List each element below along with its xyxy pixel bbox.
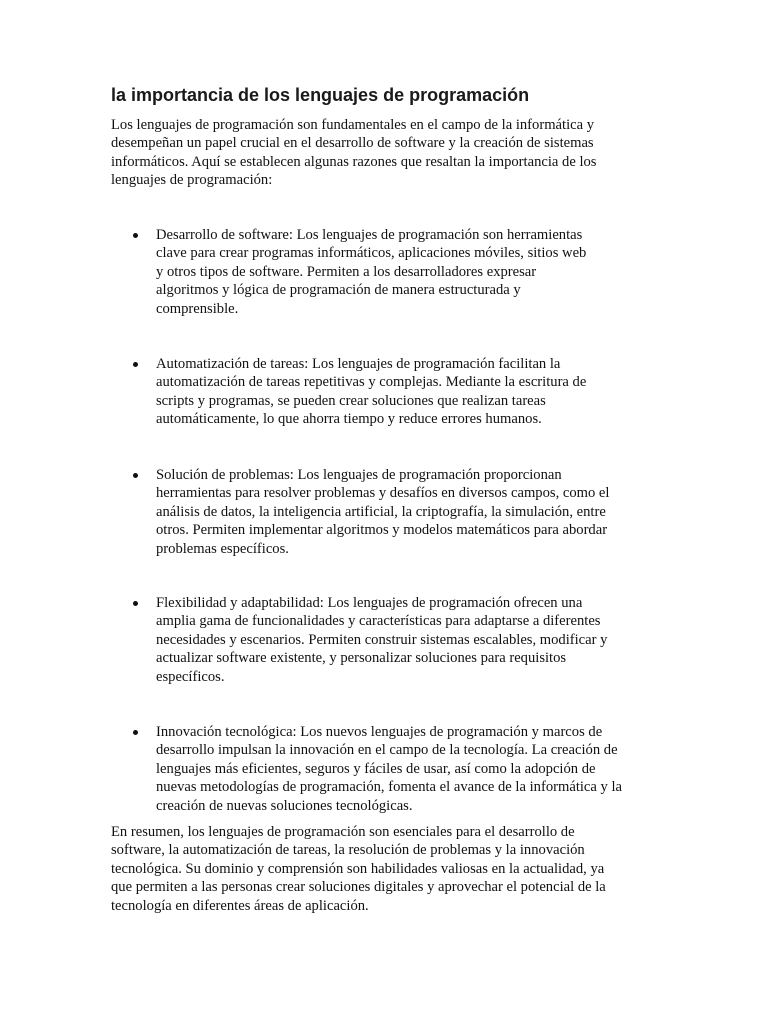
bullet-text (156, 723, 671, 815)
bullet-text (156, 226, 671, 318)
intro-line: lenguajes de programación: (111, 172, 273, 189)
bullet-icon (133, 362, 138, 367)
bullet-icon (133, 473, 138, 478)
bullet-line: Solución de problemas: Los lenguajes de programación proporcionan (156, 467, 562, 483)
bullet-line: scripts y programas, se pueden crear soluciones que realizan tareas (156, 392, 546, 409)
bullet-line: automáticamente, lo que ahorra tiempo y reduce errores humanos. (156, 411, 542, 428)
bullet-line: Flexibilidad y adaptabilidad: Los lenguajes de programación ofrecen una (156, 595, 583, 611)
bullet-line: nuevas metodologías de programación, fomenta el avance de la informática y la (156, 779, 623, 796)
summary-line: tecnología en diferentes áreas de aplicación. (111, 897, 369, 914)
bullet-line: amplia gama de funcionalidades y características para adaptarse a diferentes (156, 613, 601, 630)
bullet-line: creación de nuevas soluciones tecnológicas. (156, 797, 413, 814)
bullet-line: específicos. (156, 668, 225, 685)
bullet-line: otros. Permiten implementar algoritmos y modelos matemáticos para abordar (156, 522, 608, 539)
bullet-icon (133, 601, 138, 606)
bullet-line: herramientas para resolver problemas y desafíos en diversos campos, como el (156, 485, 610, 502)
intro-line: Los lenguajes de programación son fundamentales en el campo de la informática y (111, 117, 595, 133)
summary-line: tecnológica. Su dominio y comprensión son habilidades valiosas en la actualidad, ya (111, 860, 605, 877)
bullet-text (156, 466, 671, 558)
summary-line: software, la automatización de tareas, la resolución de problemas y la innovación (111, 842, 585, 859)
summary-line: que permiten a las personas crear soluciones digitales y aprovechar el potencial de la (111, 879, 606, 896)
bullet-line: Automatización de tareas: Los lenguajes de programación facilitan la (156, 356, 561, 372)
bullet-line: algoritmos y lógica de programación de manera estructurada y (156, 282, 521, 299)
bullet-text (156, 355, 671, 429)
bullet-icon (133, 730, 138, 735)
bullet-line: automatización de tareas repetitivas y complejas. Mediante la escritura de (156, 374, 587, 391)
summary-paragraph (111, 823, 671, 915)
summary-line: En resumen, los lenguajes de programación son esenciales para el desarrollo de (111, 824, 575, 840)
document-title: la importancia de los lenguajes de programación (111, 85, 530, 105)
bullet-line: desarrollo impulsan la innovación en el campo de la tecnología. La creación de (156, 742, 618, 759)
bullet-text (156, 594, 671, 686)
bullet-line: clave para crear programas informáticos, aplicaciones móviles, sitios web (156, 245, 587, 262)
bullet-line: actualizar software existente, y personalizar soluciones para requisitos (156, 650, 567, 667)
bullet-line: problemas específicos. (156, 540, 289, 557)
bullet-line: comprensible. (156, 300, 239, 317)
intro-line: informáticos. Aquí se establecen algunas razones que resaltan la importancia de los (111, 153, 597, 170)
bullet-line: Innovación tecnológica: Los nuevos lenguajes de programación y marcos de (156, 724, 603, 740)
bullet-line: Desarrollo de software: Los lenguajes de programación son herramientas (156, 227, 583, 243)
bullet-line: lenguajes más eficientes, seguros y fáciles de usar, así como la adopción de (156, 760, 596, 777)
intro-paragraph (111, 116, 671, 190)
bullet-line: necesidades y escenarios. Permiten construir sistemas escalables, modificar y (156, 631, 608, 648)
intro-line: desempeñan un papel crucial en el desarrollo de software y la creación de sistemas (111, 135, 594, 152)
bullet-line: análisis de datos, la inteligencia artificial, la criptografía, la simulación, entre (156, 503, 606, 520)
bullet-line: y otros tipos de software. Permiten a los desarrolladores expresar (156, 263, 537, 280)
bullet-icon (133, 233, 138, 238)
